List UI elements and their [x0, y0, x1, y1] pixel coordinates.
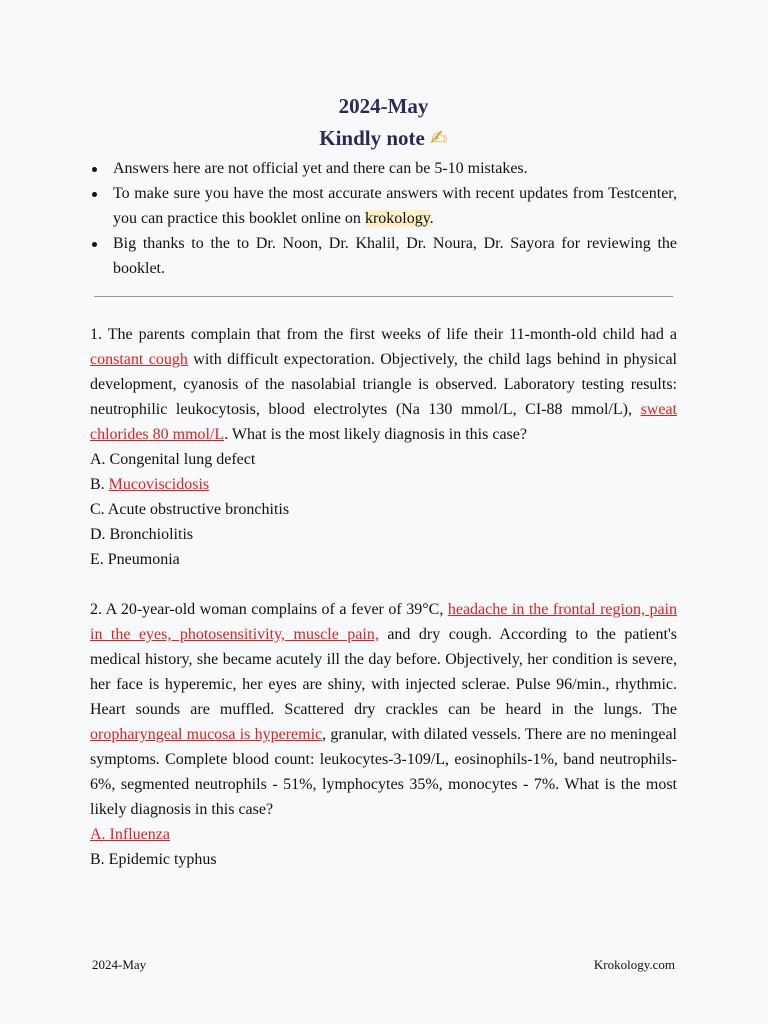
page-year-title: 2024-May	[338, 94, 429, 118]
option-letter: B.	[90, 476, 109, 493]
question-2-option-b: B. Epidemic typhus	[90, 851, 217, 868]
highlighted-phrase: constant cough	[90, 351, 188, 368]
note-text: .	[429, 210, 434, 227]
question-1-text	[90, 322, 677, 447]
question-text: with difficult expectoration. Objectively, the child lags behind in physical development, cyanosis of the nasolabial triangle is observed. Laboratory testing results: neutrophilic leukocytosis, blood electrolytes (Na 130 mmol/L, CI-88 mmol/L),	[90, 351, 677, 418]
question-1-option-e: E. Pneumonia	[90, 551, 180, 568]
question-text: and dry cough. According to the patient's medical history, she became acutely ill the day before. Objectively, her condition is severe, her face is hyperemic, her eyes are shiny, with injected sclerae. Pulse 96/min., rhythmic. Heart sounds are muffled. Scattered dry crackles can be heard in the lungs. The	[90, 626, 677, 718]
page-content	[90, 90, 677, 872]
highlighted-phrase: oropharyngeal mucosa is hyperemic	[90, 726, 323, 743]
kindly-note-text: Kindly note	[319, 126, 425, 150]
notes-list	[90, 156, 677, 281]
question-1-option-b	[90, 472, 677, 497]
note-text: Answers here are not official yet and there can be 5-10 mistakes.	[113, 160, 528, 177]
question-text: . What is the most likely diagnosis in this case?	[224, 426, 527, 443]
question-text: , granular, with dilated vessels. There are no meningeal symptoms. Complete blood count: leukocytes-3-109/L, eosinophils-1%, band neutrophils-6%, segmented neutrophils - 51%, lymphocytes 35%, monocytes - 7%. What is the most likely diagnosis in this case?	[90, 726, 677, 818]
question-1-option-d: D. Bronchiolitis	[90, 526, 194, 543]
divider	[94, 296, 673, 297]
krokology-link[interactable]: krokology	[364, 210, 430, 227]
highlighted-phrase: headache in the frontal region, pain in the eyes, photosensitivity, muscle pain,	[90, 601, 678, 643]
question-2-option-a: A. Influenza	[90, 826, 170, 843]
kindly-note-heading	[90, 122, 677, 154]
note-text: To make sure you have the most accurate answers with recent updates from Testcenter, you can practice this booklet online on	[113, 185, 677, 227]
note-text: Big thanks to the to Dr. Noon, Dr. Khalil, Dr. Noura, Dr. Sayora for reviewing the booklet.	[113, 235, 677, 277]
writing-hand-icon: ✍	[430, 126, 448, 150]
note-item	[90, 231, 677, 281]
question-1-option-c: C. Acute obstructive bronchitis	[90, 501, 290, 518]
note-item	[90, 156, 677, 181]
correct-answer: Mucoviscidosis	[108, 476, 210, 493]
note-item	[90, 181, 677, 231]
question-text: 1. The parents complain that from the first weeks of life their 11-month-old child had a	[90, 326, 677, 343]
highlighted-phrase: sweat chlorides 80 mmol/L	[90, 401, 677, 443]
question-text: 2. A 20-year-old woman complains of a fever of 39°C,	[90, 601, 448, 618]
question-1-option-a: A. Congenital lung defect	[90, 451, 256, 468]
footer-left: 2024-May	[92, 957, 147, 972]
footer-right: Krokology.com	[593, 957, 675, 972]
spacer	[90, 572, 677, 597]
question-2-text	[90, 597, 677, 822]
